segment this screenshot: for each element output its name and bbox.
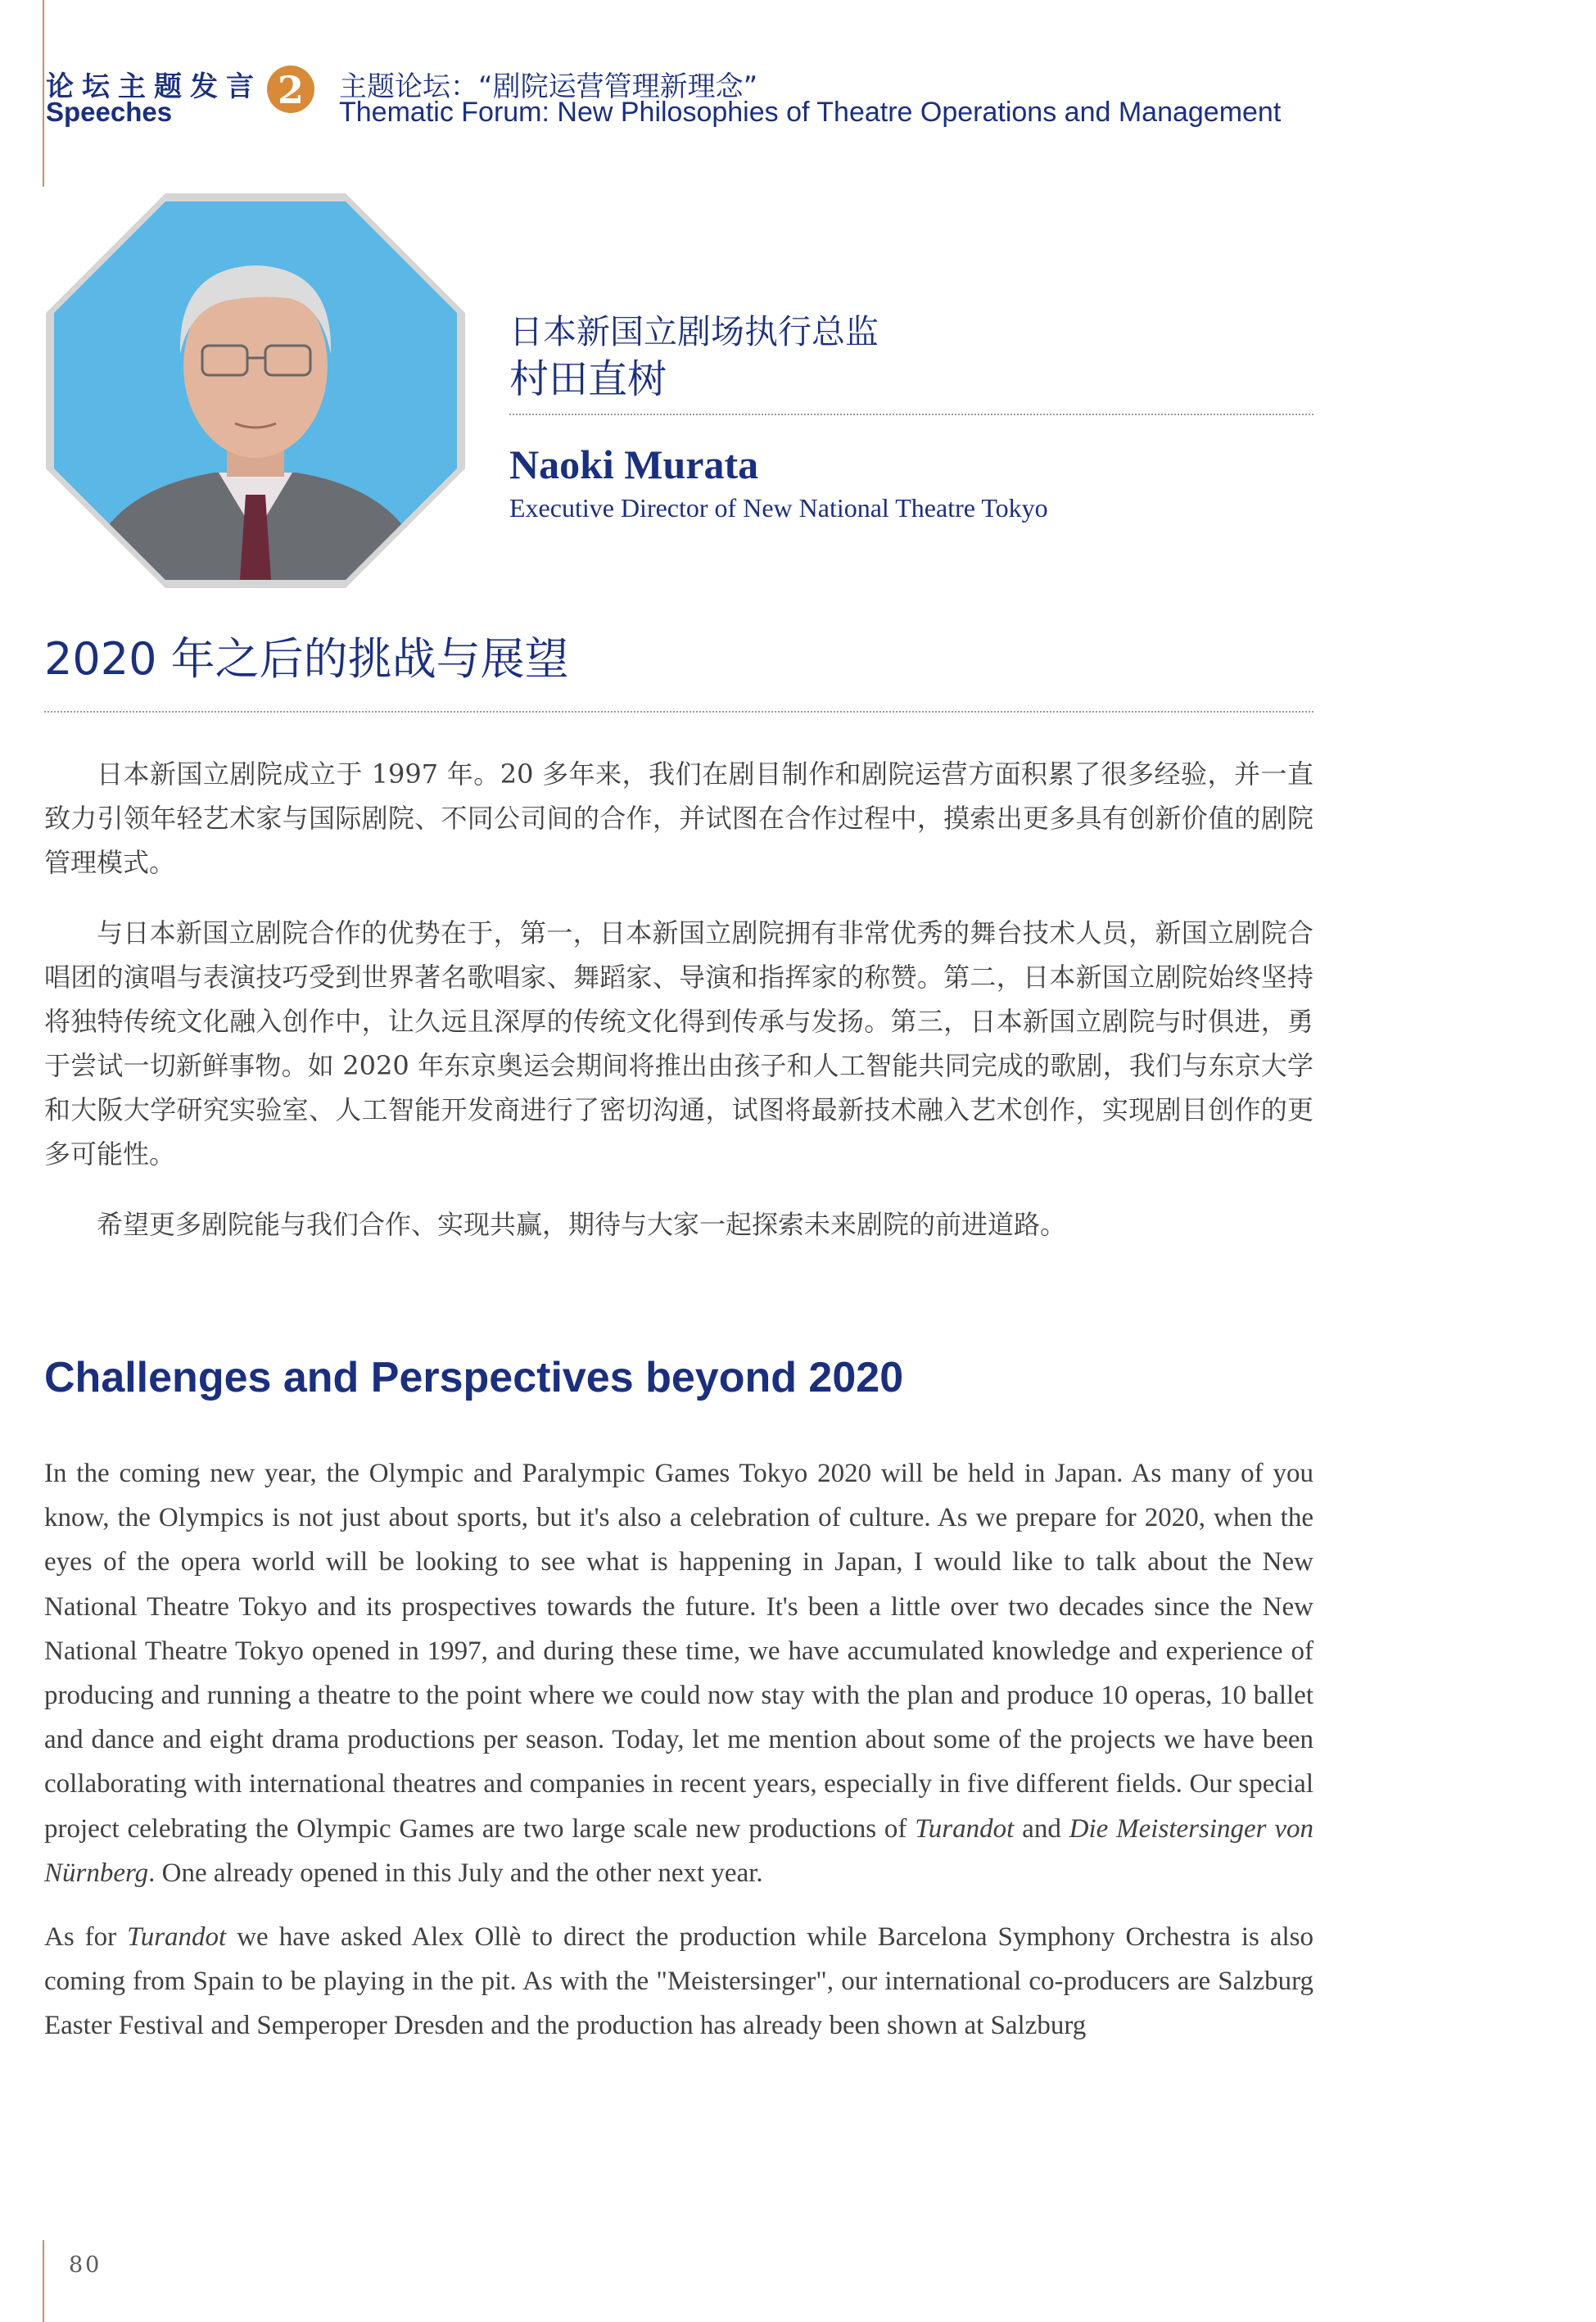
paragraph-en-1: [44, 1451, 1313, 1895]
forum-number-badge: 2: [267, 66, 314, 113]
text-run: In the coming new year, the Olympic and Paralympic Games Tokyo 2020 will be held in Japan. As many of you know, the Olympics is not just about sports, but it's also a celebration of culture. As we prepare for 2020, when the eyes of the opera world will be looking to see what is happening in Japan, I would like to talk about the New National Theatre Tokyo and its prospectives towards the future. It's been a little over two decades since the New National Theatre Tokyo opened in 1997, and during these time, we have accumulated knowledge and experience of producing and running a theatre to the point where we could now stay with the plan and produce 10 operas, 10 ballet and dance and eight drama productions per season. Today, let me mention about some of the projects we have been collaborating with international theatres and companies in recent years, especially in five different fields. Our special project celebrating the Olympic Games are two large scale new productions of: [44, 1459, 1313, 1844]
section-label-en: Speeches: [46, 97, 173, 127]
work-title: Turandot: [127, 1922, 227, 1953]
paragraph-cn-2: 与日本新国立剧院合作的优势在于，第一，日本新国立剧院拥有非常优秀的舞台技术人员，新国立剧院合唱团的演唱与表演技巧受到世界著名歌唱家、舞蹈家、导演和指挥家的称赞。第二，日本新国立剧院始终坚持将独特传统文化融入创作中，让久远且深厚的传统文化得到传承与发扬。第三，日本新国立剧院与时俱进，勇于尝试一切新鲜事物。如 2020 年东京奥运会期间将推出由孩子和人工智能共同完成的歌剧，我们与东京大学和大阪大学研究实验室、人工智能开发商进行了密切沟通，试图将最新技术融入艺术创作，实现剧目创作的更多可能性。: [44, 917, 1313, 1170]
text-run: and: [1014, 1813, 1069, 1844]
speaker-name-cn: 村田直树: [509, 356, 667, 402]
speaker-role-cn: 日本新国立剧场执行总监: [509, 312, 879, 351]
article-title-en: Challenges and Perspectives beyond 2020: [44, 1354, 904, 1401]
english-body: [44, 1451, 1313, 2068]
work-title: Turandot: [915, 1813, 1015, 1844]
text-run: . One already opened in this July and the other next year.: [148, 1858, 763, 1888]
section-label-cn: 论坛主题发言: [46, 70, 262, 103]
chinese-body: [44, 752, 1313, 1273]
speaker-portrait: [43, 190, 468, 591]
text-run: we have asked Alex Ollè to direct the production while Barcelona Symphony Orchestra is also coming from Spain to be playing in the pit. As with the "Meistersinger", our international co-producers are Salzburg Easter Festival and Semperoper Dresden and the production has already been shown at Salzburg: [44, 1922, 1313, 2041]
speaker-name-en: Naoki Murata: [509, 441, 759, 487]
margin-rule-bottom: [43, 2240, 44, 2322]
paragraph-en-2: [44, 1915, 1313, 2048]
title-divider: [44, 711, 1313, 713]
work-title: Die Meistersinger von Nürnberg: [44, 1813, 1313, 1888]
divider: [509, 414, 1313, 415]
paragraph-cn-3: 希望更多剧院能与我们合作、实现共赢，期待与大家一起探索未来剧院的前进道路。: [97, 1209, 1067, 1240]
article-title-cn: 2020 年之后的挑战与展望: [44, 633, 569, 685]
text-run: As for: [44, 1922, 128, 1953]
paragraph-cn-1: 日本新国立剧院成立于 1997 年。20 多年来，我们在剧目制作和剧院运营方面积累了很多经验，并一直致力引领年轻艺术家与国际剧院、不同公司间的合作，并试图在合作过程中，摸索出更多具有创新价值的剧院管理模式。: [44, 758, 1313, 878]
margin-rule-top: [43, 0, 44, 187]
page-number: 80: [69, 2252, 102, 2278]
speaker-role-en: Executive Director of New National Theatre Tokyo: [509, 493, 1048, 523]
forum-title-en: Thematic Forum: New Philosophies of Theatre Operations and Management: [339, 97, 1282, 128]
forum-title-cn: 主题论坛：“剧院运营管理新理念”: [339, 70, 758, 103]
